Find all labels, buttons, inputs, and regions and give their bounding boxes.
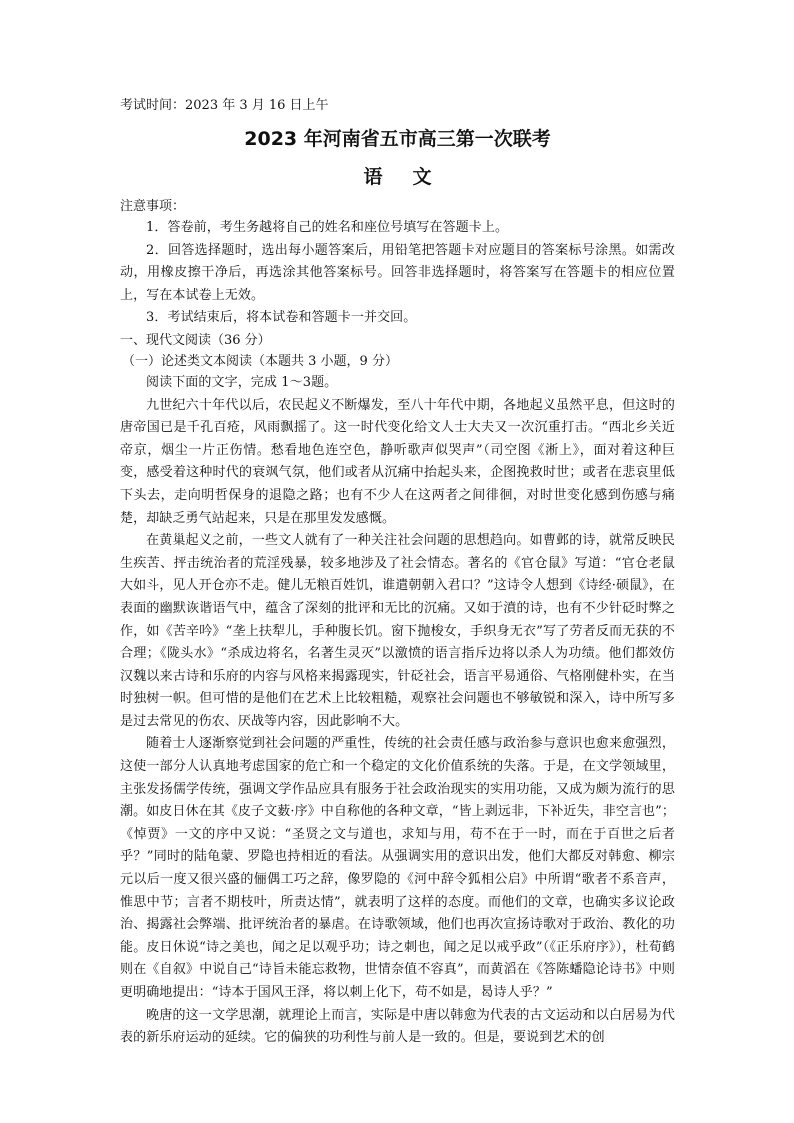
note-item: 2．回答选择题时，选出每小题答案后，用铅笔把答题卡对应题目的答案标号涂黑。如需改动，用橡皮擦干净后，再选涂其他答案标号。回答非选择题时，将答案写在答题卡的相应位置上，写在本试卷上无效。 xyxy=(120,242,675,303)
note-item: 1．答卷前，考生务越将自己的姓名和座位号填写在答题卡上。 xyxy=(146,220,509,235)
notes-block xyxy=(120,196,675,330)
document-page xyxy=(120,96,675,1050)
exam-time: 考试时间：2023 年 3 月 16 日上午 xyxy=(120,98,329,113)
passage-paragraph: 九世纪六十年代以后，农民起义不断爆发，至八十年代中期，各地起义虽然平息，但这时的唐帝国已是千孔百疮，风雨飘摇了。这一时代变化给文人士大夫又一次沉重打击。“西北乡关近帝京，烟尘一片正伤情。愁看地色连空色，静听歌声似哭声”（司空图《淅上》，面对着这种巨变，感受着这种时代的衰飒气氛，他们或者从沉痛中抬起头来，企图挽救时世；或者在悲哀里低下头去，走向明哲保身的退隐之路；也有不少人在这两者之间徘徊，对时世变化感到伤感与痛楚，却缺乏勇气站起来，只是在那里发发感慨。 xyxy=(120,397,675,526)
exam-title: 2023 年河南省五市高三第一次联考 xyxy=(244,128,551,150)
note-item: 3．考试结束后，将本试卷和答题卡一并交回。 xyxy=(146,310,417,326)
reading-instruction: 阅读下面的文字，完成 1～3题。 xyxy=(146,374,338,390)
notes-heading: 注意事项： xyxy=(120,199,186,214)
subsection-heading: （一）论述类文本阅读（本题共 3 小题，9 分） xyxy=(122,353,398,369)
passage-paragraph: 在黄巢起义之前，一些文人就有了一种关注社会问题的思想趋向。如曹邺的诗，就常反映民生疾苦、抨击统治者的荒淫残暴，较多地涉及了社会情态。著名的《官仓鼠》写道：“官仓老鼠大如斗，见人开仓亦不走。健儿无粮百姓饥，谁遣朝朝入君口？”这诗令人想到《诗经·硕鼠》，在表面的幽默诙谐语气中，蕴含了深刻的批评和无比的沉痛。又如于濆的诗，也有不少针砭时弊之作，如《苦辛吟》“垄上扶犁儿，手种腹长饥。窗下抛梭女，手织身无衣”写了劳者反而无获的不合理；《陇头水》“杀成边将名，名著生灵灭”以激愤的语言指斥边将以杀人为功绩。他们都效仿汉魏以来古诗和乐府的内容与风格来揭露现实，针砭社会，语言平易通俗、气格刚健朴实，在当时独树一帜。但可惜的是他们在艺术上比较粗糙，观察社会问题也不够敏锐和深入，诗中所写多是过去常见的伤农、厌战等内容，因此影响不大。 xyxy=(120,533,675,729)
passage-paragraph: 晚唐的这一文学思潮，就理论上而言，实际是中唐以韩愈为代表的古文运动和以白居易为代表的新乐府运动的延续。它的偏狭的功利性与前人是一致的。但是，要说到艺术的创 xyxy=(120,1007,675,1046)
section-heading: 一、现代文阅读（36 分） xyxy=(120,332,271,348)
passage-paragraph: 随着士人逐渐察觉到社会问题的严重性，传统的社会责任感与政治参与意识也愈来愈强烈，这使一部分人认真地考虑国家的危亡和一个稳定的文化价值系统的失落。于是，在文学领域里，主张发扬儒学传统，强调文学作品应具有服务于社会政治现实的实用功能，又成为颇为流行的思潮。如皮日休在其《皮子文薮·序》中自称他的各种文章，“皆上剥远非，下补近失，非空言也”；《悼贾》一文的序中又说：“圣贤之文与道也，求知与用，苟不在于一时，而在于百世之后者乎？”同时的陆龟蒙、罗隐也持相近的看法。从强调实用的意识出发，他们大都反对韩愈、柳宗元以后一度又很兴盛的俪偶工巧之辞，像罗隐的《河中辞令狐相公启》中所谓“歌者不系音声，惟思中节；言者不期枝叶，所责达情”，就表明了这样的态度。而他们的文章，也确实多议论政治、揭露社会弊端、批评统治者的暴虐。在诗歌领域，他们也再次宣扬诗歌对于政治、教化的功能。皮日休说“诗之美也，闻之足以观乎功；诗之刺也，闻之足以戒乎政”（《正乐府序》），杜荀鹤则在《自叙》中说自己“诗旨未能忘救物，世情奈值不容真”，而黄滔在《答陈蟠隐论诗书》中则更明确地提出：“诗本于国风王泽，将以刺上化下，苟不如是，曷诗人乎？” xyxy=(120,736,675,1000)
subject-title: 语文 xyxy=(363,166,462,188)
